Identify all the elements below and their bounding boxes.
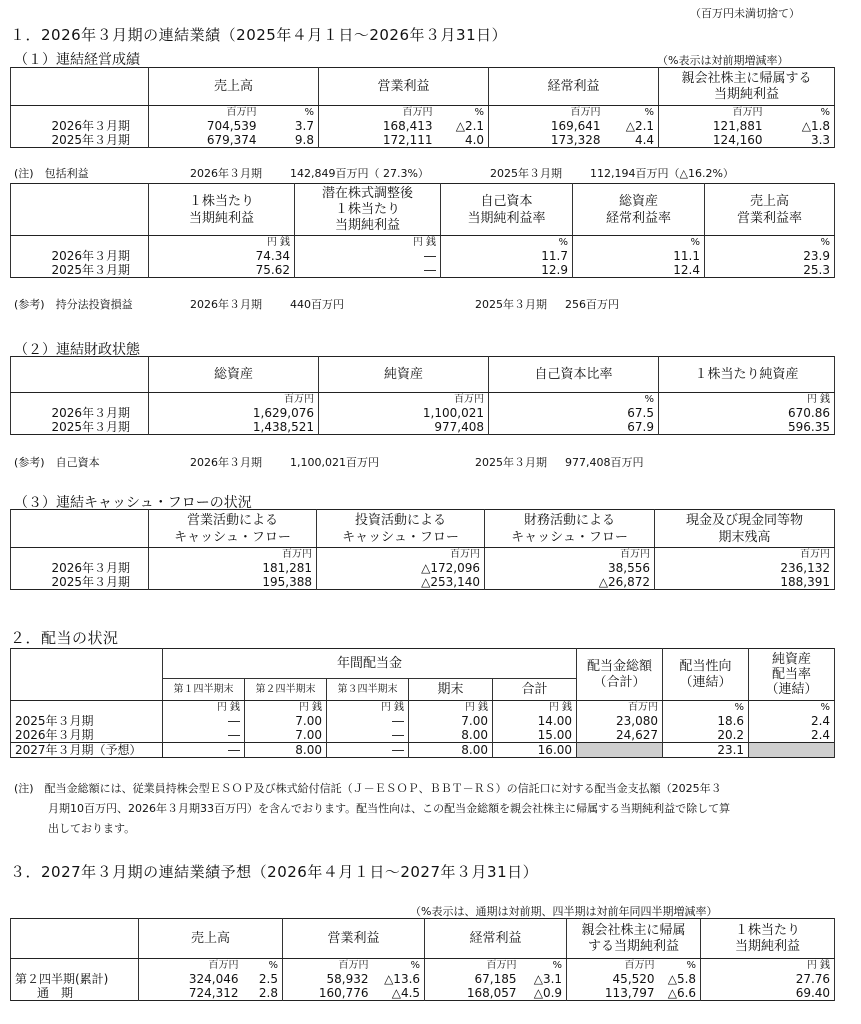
header-diluted-eps (295, 184, 441, 236)
header-roe (441, 184, 573, 236)
cell-s2-h_total-0: 配当金総額 (587, 658, 653, 674)
cell-s3-units-0: 百万円 (139, 959, 243, 973)
cell-s1-sub1-units-4: 百万円 (489, 106, 605, 120)
header-q2: 第２四半期末 (245, 679, 327, 701)
cell-s1-sub1b-rows-1-vals-2: 12.9 (441, 263, 573, 278)
cell-s2-rows-0-vals-6: 18.6 (663, 714, 749, 728)
cell-s1-sub2-ref_p1: 2026年３月期 (190, 456, 262, 469)
cell-s1-sub2-rows-1-vals-2: 67.9 (489, 420, 659, 435)
cell-s3-units-5: % (521, 959, 567, 973)
cell-s1-sub3-rows-0-vals-0: 181,281 (149, 561, 317, 575)
table-row (11, 249, 835, 263)
cell-s2-rows-0-label: 2025年３月期 (11, 714, 163, 728)
cell-s2-units-4: 円 銭 (493, 701, 577, 715)
dividend-note-line-1: (注) 配当金総額には、従業員持株会型ＥＳＯＰ及び株式給付信託（Ｊ－ＥＳＯＰ、ＢＢＴ－ＲＳ）の信託口に対する配当金支払額（2025年３ (14, 782, 722, 795)
cash-flow-table (10, 509, 835, 590)
header-doe (749, 649, 835, 701)
table-row (11, 133, 835, 148)
table-row (11, 263, 835, 278)
cell-s1-sub1b-rows-0-vals-1: ― (295, 249, 441, 263)
unit-note: （百万円未満切捨て） (690, 7, 800, 20)
cell-s1-sub3-rows-1-vals-1: △253,140 (317, 575, 485, 590)
cell-s1-sub2-units-2: % (489, 393, 659, 407)
pct-note: （%表示は対前期増減率） (657, 54, 789, 67)
cell-s1-sub1b-headers-4-1: 営業利益率 (736, 210, 802, 226)
equity-method-note: (参考) 持分法投資損益 (14, 298, 133, 311)
cell-s2-rows-2-label: 2027年３月期（予想） (11, 743, 163, 758)
cell-s1-sub1-units-1: % (261, 106, 319, 120)
cell-s1-sub1-rows-1-vals-2: 172,111 (319, 133, 437, 148)
cell-s1-sub2-rows-0-vals-2: 67.5 (489, 406, 659, 420)
cell-s1-sub1b-rows-1-vals-0: 75.62 (149, 263, 295, 278)
cell-s3-h_parent-0: 親会社株主に帰属 (581, 922, 686, 938)
header-operating-income: 営業利益 (319, 68, 489, 106)
table-row (11, 406, 835, 420)
cell-s1-sub1-units-6: 百万円 (659, 106, 767, 120)
operating-results-table (10, 67, 835, 148)
header-cash-balance (655, 510, 835, 548)
cell-s1-sub3-units-3: 百万円 (655, 548, 835, 562)
cell-s3-rows-1-label: 通 期 (11, 986, 139, 1001)
cell-s2-rows-1-vals-2: ― (327, 728, 409, 743)
cell-s1-sub2-ref_v2: 977,408百万円 (565, 456, 644, 469)
cell-s1-sub1-rows-0-vals-7: △1.8 (767, 119, 835, 133)
cell-s1-sub1-rows-1-vals-3: 4.0 (437, 133, 489, 148)
cell-s1-sub3-rows-1-vals-3: 188,391 (655, 575, 835, 590)
cell-s3-rows-1-vals-6: 113,797 (567, 986, 659, 1001)
header-total-assets: 総資産 (149, 357, 319, 393)
cell-s3-rows-1-vals-8: 69.40 (701, 986, 835, 1001)
financial-position-table (10, 356, 835, 435)
cell-s1-sub2-rows-1-vals-0: 1,438,521 (149, 420, 319, 435)
cell-s1-sub3-rows-0-label: 2026年３月期 (11, 561, 149, 575)
dividend-table (10, 648, 835, 758)
cell-s1-sub1-headers-3: 親会社株主に帰属する (681, 70, 812, 86)
cell-s2-rows-2-vals-7 (749, 743, 835, 758)
cell-s1-sub1-rows-1-vals-5: 4.4 (605, 133, 659, 148)
header-financing-cf (485, 510, 655, 548)
header-net-income (659, 68, 835, 106)
cell-s1-sub1b-headers-1-0: 潜在株式調整後 (321, 185, 413, 201)
cell-s1-sub1b-headers-3-1: 経常利益率 (605, 210, 671, 226)
header-q1: 第１四半期末 (163, 679, 245, 701)
cell-s3-rows-0-vals-3: △13.6 (373, 972, 425, 986)
cell-s2-h_doe-0: 純資産 (772, 652, 812, 667)
cell-s2-rows-0-vals-2: ― (327, 714, 409, 728)
cell-s1-sub1-note_p2: 2025年３月期 (490, 167, 562, 180)
cell-s1-sub1b-units-0: 円 銭 (149, 236, 295, 250)
cell-s1-sub1-rows-0-vals-6: 121,881 (659, 119, 767, 133)
cell-s2-rows-2-vals-0: ― (163, 743, 245, 758)
cell-s1-sub3-headers-3-0: 現金及び現金同等物 (685, 512, 803, 528)
cell-s3-h_eps-1: 当期純利益 (735, 938, 801, 954)
dividend-note-line-2: 月期10百万円、2026年３月期33百万円）を含んでおります。配当性向は、この配当金総額を親会社株主に帰属する当期純利益で除して算 (48, 802, 731, 815)
cell-s1-sub3-units-2: 百万円 (485, 548, 655, 562)
cell-s2-units-0: 円 銭 (163, 701, 245, 715)
cell-s1-sub3-rows-0-vals-2: 38,556 (485, 561, 655, 575)
cell-s2-rows-2-vals-1: 8.00 (245, 743, 327, 758)
header-roa (573, 184, 705, 236)
cell-s2-rows-1-vals-7: 2.4 (749, 728, 835, 743)
cell-s3-h_parent-1: する当期純利益 (588, 938, 680, 954)
cell-s2-rows-2-vals-6: 23.1 (663, 743, 749, 758)
cell-s1-sub1-headers-4: 当期純利益 (714, 86, 780, 102)
cell-s1-sub1b-ref_v1: 440百万円 (290, 298, 344, 311)
cell-s1-sub3-headers-0-0: 営業活動による (186, 512, 278, 528)
cell-s1-sub1b-headers-1-1: １株当たり (334, 201, 400, 217)
cell-s2-units-2: 円 銭 (327, 701, 409, 715)
cell-s3-units-8: 円 銭 (701, 959, 835, 973)
cell-s2-rows-1-vals-1: 7.00 (245, 728, 327, 743)
cell-s1-sub3-headers-3-1: 期末残高 (718, 529, 771, 545)
cell-s1-sub3-headers-1-1: キャッシュ・フロー (342, 529, 459, 545)
cell-s2-units-3: 円 銭 (409, 701, 493, 715)
header-eps (149, 184, 295, 236)
cell-s1-sub1-rows-0-vals-4: 169,641 (489, 119, 605, 133)
cell-s1-sub2-rows-0-vals-1: 1,100,021 (319, 406, 489, 420)
header-year-end: 期末 (409, 679, 493, 701)
cell-s3-units-1: % (243, 959, 283, 973)
cell-s1-sub1-rows-1-label: 2025年３月期 (11, 133, 149, 148)
cell-s1-sub1-rows-0-vals-1: 3.7 (261, 119, 319, 133)
cell-s2-rows-0-vals-4: 14.00 (493, 714, 577, 728)
cell-s2-rows-0-vals-7: 2.4 (749, 714, 835, 728)
cell-s2-units-5: 百万円 (577, 701, 663, 715)
cell-s1-sub1b-headers-0-1: 当期純利益 (188, 210, 254, 226)
cell-s3-rows-1-vals-7: △6.6 (659, 986, 701, 1001)
cell-s1-sub1-rows-1-vals-7: 3.3 (767, 133, 835, 148)
cell-s1-sub1b-headers-4-0: 売上高 (749, 193, 789, 209)
cell-s1-sub1-note_v1: 142,849百万円（ 27.3%） (290, 167, 429, 180)
cell-s2-units-1: 円 銭 (245, 701, 327, 715)
cell-s1-sub3-headers-2-0: 財務活動による (523, 512, 615, 528)
cell-s1-sub2-ref_p2: 2025年３月期 (475, 456, 547, 469)
table-row (11, 972, 835, 986)
cell-s1-sub1-units-7: % (767, 106, 835, 120)
cell-s1-sub1-rows-0-vals-3: △2.1 (437, 119, 489, 133)
per-share-ratios-table (10, 183, 835, 278)
cell-s2-h_doe-1: 配当率 (772, 667, 812, 682)
header-sales: 売上高 (149, 68, 319, 106)
forecast-table (10, 918, 835, 1001)
header-forecast-eps (701, 919, 835, 959)
table-row (11, 986, 835, 1001)
cell-s3-units-3: % (373, 959, 425, 973)
cell-s3-rows-0-vals-5: △3.1 (521, 972, 567, 986)
cell-s1-sub3-rows-1-vals-0: 195,388 (149, 575, 317, 590)
cell-s1-sub1b-rows-1-vals-1: ― (295, 263, 441, 278)
cell-s1-sub2-rows-1-vals-3: 596.35 (659, 420, 835, 435)
cell-s1-sub1-rows-1-vals-6: 124,160 (659, 133, 767, 148)
table-row (11, 561, 835, 575)
cell-s1-sub1b-ref_p2: 2025年３月期 (475, 298, 547, 311)
table-row (11, 714, 835, 728)
cell-s3-rows-1-vals-1: 2.8 (243, 986, 283, 1001)
cell-s1-sub3-rows-1-label: 2025年３月期 (11, 575, 149, 590)
cell-s1-sub1b-rows-1-vals-3: 12.4 (573, 263, 705, 278)
cell-s1-sub1-note_v2: 112,194百万円（△16.2%） (590, 167, 734, 180)
cell-s3-rows-0-vals-8: 27.76 (701, 972, 835, 986)
cell-s2-h_ratio-0: 配当性向 (679, 658, 732, 674)
cell-s3-rows-0-label: 第２四半期(累計) (11, 972, 139, 986)
cell-s1-sub1b-rows-0-vals-3: 11.1 (573, 249, 705, 263)
cell-s2-rows-1-vals-6: 20.2 (663, 728, 749, 743)
cell-s2-rows-0-vals-1: 7.00 (245, 714, 327, 728)
cell-s1-sub2-units-0: 百万円 (149, 393, 319, 407)
cell-s3-units-4: 百万円 (425, 959, 521, 973)
cell-s1-sub3-rows-1-vals-2: △26,872 (485, 575, 655, 590)
cell-s1-sub1-units-3: % (437, 106, 489, 120)
cell-s2-rows-2-vals-5 (577, 743, 663, 758)
header-bps: １株当たり純資産 (659, 357, 835, 393)
cell-s2-rows-2-vals-3: 8.00 (409, 743, 493, 758)
cell-s1-sub1b-rows-0-vals-0: 74.34 (149, 249, 295, 263)
cell-s1-sub1b-rows-1-label: 2025年３月期 (11, 263, 149, 278)
cell-s1-sub2-rows-0-vals-0: 1,629,076 (149, 406, 319, 420)
cell-s3-units-2: 百万円 (283, 959, 373, 973)
cell-s2-units-6: % (663, 701, 749, 715)
cell-s3-rows-0-vals-0: 324,046 (139, 972, 243, 986)
subsection-cash-flow-title: （３）連結キャッシュ・フローの状況 (14, 495, 252, 511)
cell-s1-sub1b-units-3: % (573, 236, 705, 250)
cell-s3-units-7: % (659, 959, 701, 973)
section-2-title: ２．配当の状況 (10, 629, 119, 647)
header-total: 合計 (493, 679, 577, 701)
header-annual-dividend: 年間配当金 (163, 649, 577, 679)
table-row (11, 420, 835, 435)
header-q3: 第３四半期末 (327, 679, 409, 701)
cell-s3-rows-0-vals-1: 2.5 (243, 972, 283, 986)
header-operating-margin (705, 184, 835, 236)
cell-s2-rows-1-vals-0: ― (163, 728, 245, 743)
cell-s3-rows-0-vals-4: 67,185 (425, 972, 521, 986)
cell-s1-sub1b-ref_v2: 256百万円 (565, 298, 619, 311)
cell-s1-sub1b-headers-2-0: 自己資本 (480, 193, 533, 209)
subsection-financial-position-title: （２）連結財政状態 (14, 342, 140, 358)
cell-s1-sub1-rows-0-label: 2026年３月期 (11, 119, 149, 133)
cell-s3-units-6: 百万円 (567, 959, 659, 973)
cell-s1-sub1b-headers-2-1: 当期純利益率 (467, 210, 546, 226)
cell-s1-sub1-rows-0-vals-0: 704,539 (149, 119, 261, 133)
cell-s1-sub3-headers-0-1: キャッシュ・フロー (174, 529, 291, 545)
cell-s1-sub1-rows-1-vals-4: 173,328 (489, 133, 605, 148)
cell-s2-rows-0-vals-5: 23,080 (577, 714, 663, 728)
cell-s1-sub1b-rows-1-vals-4: 25.3 (705, 263, 835, 278)
cell-s1-sub2-rows-1-label: 2025年３月期 (11, 420, 149, 435)
cell-s1-sub2-units-3: 円 銭 (659, 393, 835, 407)
cell-s1-sub1b-headers-1-2: 当期純利益 (334, 217, 400, 233)
cell-s1-sub1b-units-4: % (705, 236, 835, 250)
dividend-note-line-3: 出しております。 (48, 822, 136, 835)
cell-s3-rows-1-vals-0: 724,312 (139, 986, 243, 1001)
cell-s2-rows-2-vals-4: 16.00 (493, 743, 577, 758)
cell-s1-sub3-headers-2-1: キャッシュ・フロー (511, 529, 628, 545)
cell-s3-rows-0-vals-2: 58,932 (283, 972, 373, 986)
cell-s2-rows-1-vals-3: 8.00 (409, 728, 493, 743)
cell-s3-h_eps-0: １株当たり (735, 922, 801, 938)
cell-s2-rows-0-vals-0: ― (163, 714, 245, 728)
cell-s1-sub1b-units-2: % (441, 236, 573, 250)
subsection-operating-results-title: （１）連結経営成績 (14, 52, 140, 68)
cell-s2-rows-1-label: 2026年３月期 (11, 728, 163, 743)
header-forecast-net-income (567, 919, 701, 959)
cell-s1-sub1-units-0: 百万円 (149, 106, 261, 120)
table-row-forecast (11, 743, 835, 758)
header-investing-cf (317, 510, 485, 548)
cell-s1-sub2-rows-0-vals-3: 670.86 (659, 406, 835, 420)
cell-s1-sub3-units-1: 百万円 (317, 548, 485, 562)
cell-s1-sub2-rows-1-vals-1: 977,408 (319, 420, 489, 435)
table-row (11, 575, 835, 590)
header-ordinary-income: 経常利益 (489, 68, 659, 106)
cell-s1-sub1b-rows-0-vals-4: 23.9 (705, 249, 835, 263)
cell-s1-sub2-ref_v1: 1,100,021百万円 (290, 456, 379, 469)
cell-s2-rows-2-vals-2: ― (327, 743, 409, 758)
cell-s2-h_total-1: （合計） (593, 674, 646, 690)
header-forecast-sales: 売上高 (139, 919, 283, 959)
cell-s1-sub1-rows-1-vals-1: 9.8 (261, 133, 319, 148)
forecast-pct-note: （%表示は、通期は対前期、四半期は対前年同四半期増減率） (410, 905, 718, 918)
cell-s3-rows-0-vals-6: 45,520 (567, 972, 659, 986)
cell-s3-rows-1-vals-2: 160,776 (283, 986, 373, 1001)
cell-s1-sub1b-ref_p1: 2026年３月期 (190, 298, 262, 311)
cell-s1-sub3-units-0: 百万円 (149, 548, 317, 562)
header-forecast-ordinary-income: 経常利益 (425, 919, 567, 959)
cell-s1-sub2-units-1: 百万円 (319, 393, 489, 407)
cell-s3-rows-1-vals-3: △4.5 (373, 986, 425, 1001)
cell-s1-sub1-note_p1: 2026年３月期 (190, 167, 262, 180)
cell-s1-sub3-rows-0-vals-1: △172,096 (317, 561, 485, 575)
cell-s2-rows-1-vals-5: 24,627 (577, 728, 663, 743)
cell-s3-rows-1-vals-4: 168,057 (425, 986, 521, 1001)
header-equity-ratio: 自己資本比率 (489, 357, 659, 393)
header-payout-ratio (663, 649, 749, 701)
cell-s1-sub1-rows-0-vals-5: △2.1 (605, 119, 659, 133)
cell-s2-units-7: % (749, 701, 835, 715)
cell-s3-rows-0-vals-7: △5.8 (659, 972, 701, 986)
equity-note: (参考) 自己資本 (14, 456, 100, 469)
cell-s2-rows-0-vals-3: 7.00 (409, 714, 493, 728)
header-net-assets: 純資産 (319, 357, 489, 393)
cell-s1-sub1b-rows-0-label: 2026年３月期 (11, 249, 149, 263)
header-total-dividend (577, 649, 663, 701)
cell-s2-h_ratio-1: （連結） (679, 674, 732, 690)
cell-s1-sub3-rows-0-vals-3: 236,132 (655, 561, 835, 575)
header-blank (11, 68, 149, 106)
cell-s1-sub1-rows-1-vals-0: 679,374 (149, 133, 261, 148)
header-forecast-operating-income: 営業利益 (283, 919, 425, 959)
table-row (11, 119, 835, 133)
cell-s1-sub2-rows-0-label: 2026年３月期 (11, 406, 149, 420)
cell-s1-sub1b-units-1: 円 銭 (295, 236, 441, 250)
cell-s1-sub1b-headers-0-0: １株当たり (188, 193, 254, 209)
cell-s2-h_doe-2: （連結） (765, 682, 818, 697)
cell-s1-sub1-units-2: 百万円 (319, 106, 437, 120)
cell-s2-rows-1-vals-4: 15.00 (493, 728, 577, 743)
cell-s1-sub1-rows-0-vals-2: 168,413 (319, 119, 437, 133)
cell-s1-sub1b-rows-0-vals-2: 11.7 (441, 249, 573, 263)
comprehensive-income-note: (注) 包括利益 (14, 167, 89, 180)
table-row (11, 728, 835, 743)
cell-s1-sub1b-headers-3-0: 総資産 (618, 193, 658, 209)
cell-s1-sub1-units-5: % (605, 106, 659, 120)
cell-s3-rows-1-vals-5: △0.9 (521, 986, 567, 1001)
cell-s1-sub3-headers-1-0: 投資活動による (354, 512, 446, 528)
section-1-title: １．2026年３月期の連結業績（2025年４月１日～2026年３月31日） (10, 26, 508, 44)
header-operating-cf (149, 510, 317, 548)
section-3-title: ３．2027年３月期の連結業績予想（2026年４月１日～2027年３月31日） (10, 863, 539, 881)
